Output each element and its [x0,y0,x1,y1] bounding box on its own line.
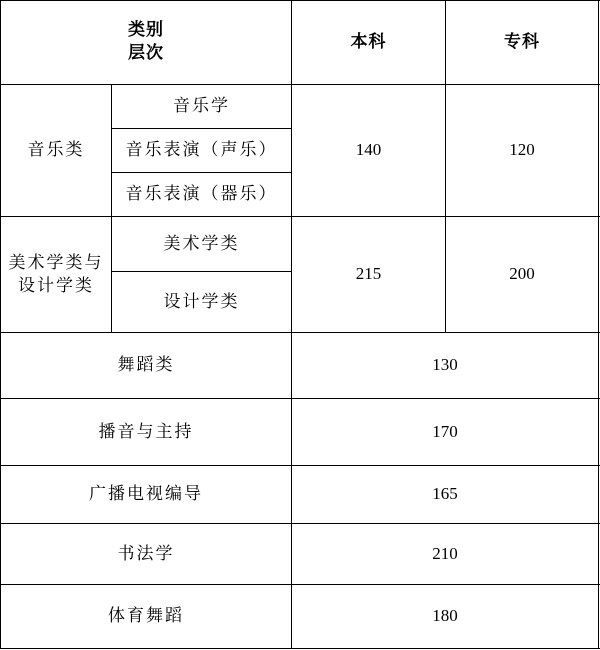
row-4-label: 书法学 [117,543,175,564]
music-category: 音乐类 [27,140,85,161]
music-sub-divider-1 [111,128,292,129]
row-5-value: 180 [432,606,458,626]
art-junior-score: 200 [509,264,535,284]
row-2-value: 170 [432,421,458,441]
row-divider-2 [0,465,600,466]
table-border-bottom [0,648,600,649]
music-sub-2: 音乐表演（声乐） [125,140,278,161]
art-sub-2: 设计学类 [163,291,240,312]
row-1-label: 舞蹈类 [117,355,175,376]
category-sub-divider [111,84,112,333]
label-value-divider [291,0,292,649]
table-border-right [598,0,599,649]
art-undergrad-score: 215 [355,264,382,284]
row-divider-4 [0,584,600,585]
header-undergrad: 本科 [350,31,387,52]
header-corner-cell [1,1,291,83]
table-border-top [0,0,600,1]
art-sub-divider [111,271,292,272]
music-art-divider [0,216,600,217]
row-divider-3 [0,523,600,524]
art-sub-1: 美术学类 [163,233,240,254]
music-undergrad-score: 140 [355,140,382,160]
header-divider [0,84,600,85]
row-4-value: 210 [432,543,458,563]
row-5-label: 体育舞蹈 [108,606,184,627]
table-border-left [0,0,1,649]
art-category-line1: 美术学类与 [8,252,104,273]
music-junior-score: 120 [509,140,535,160]
header-corner-level: 层次 [128,43,164,63]
music-sub-3: 音乐表演（器乐） [125,184,278,205]
music-sub-divider-2 [111,172,292,173]
music-sub-1: 音乐学 [173,96,230,117]
header-corner-category: 类别 [128,20,164,41]
art-rows-divider [0,332,600,333]
row-3-label: 广播电视编导 [89,484,203,505]
row-3-value: 165 [432,484,458,504]
undergrad-junior-divider [445,0,446,333]
row-1-value: 130 [432,355,458,375]
row-2-label: 播音与主持 [98,421,194,442]
art-category [1,217,111,332]
art-category-line2: 设计学类 [18,275,94,296]
header-junior: 专科 [504,31,540,52]
row-divider-1 [0,398,600,399]
